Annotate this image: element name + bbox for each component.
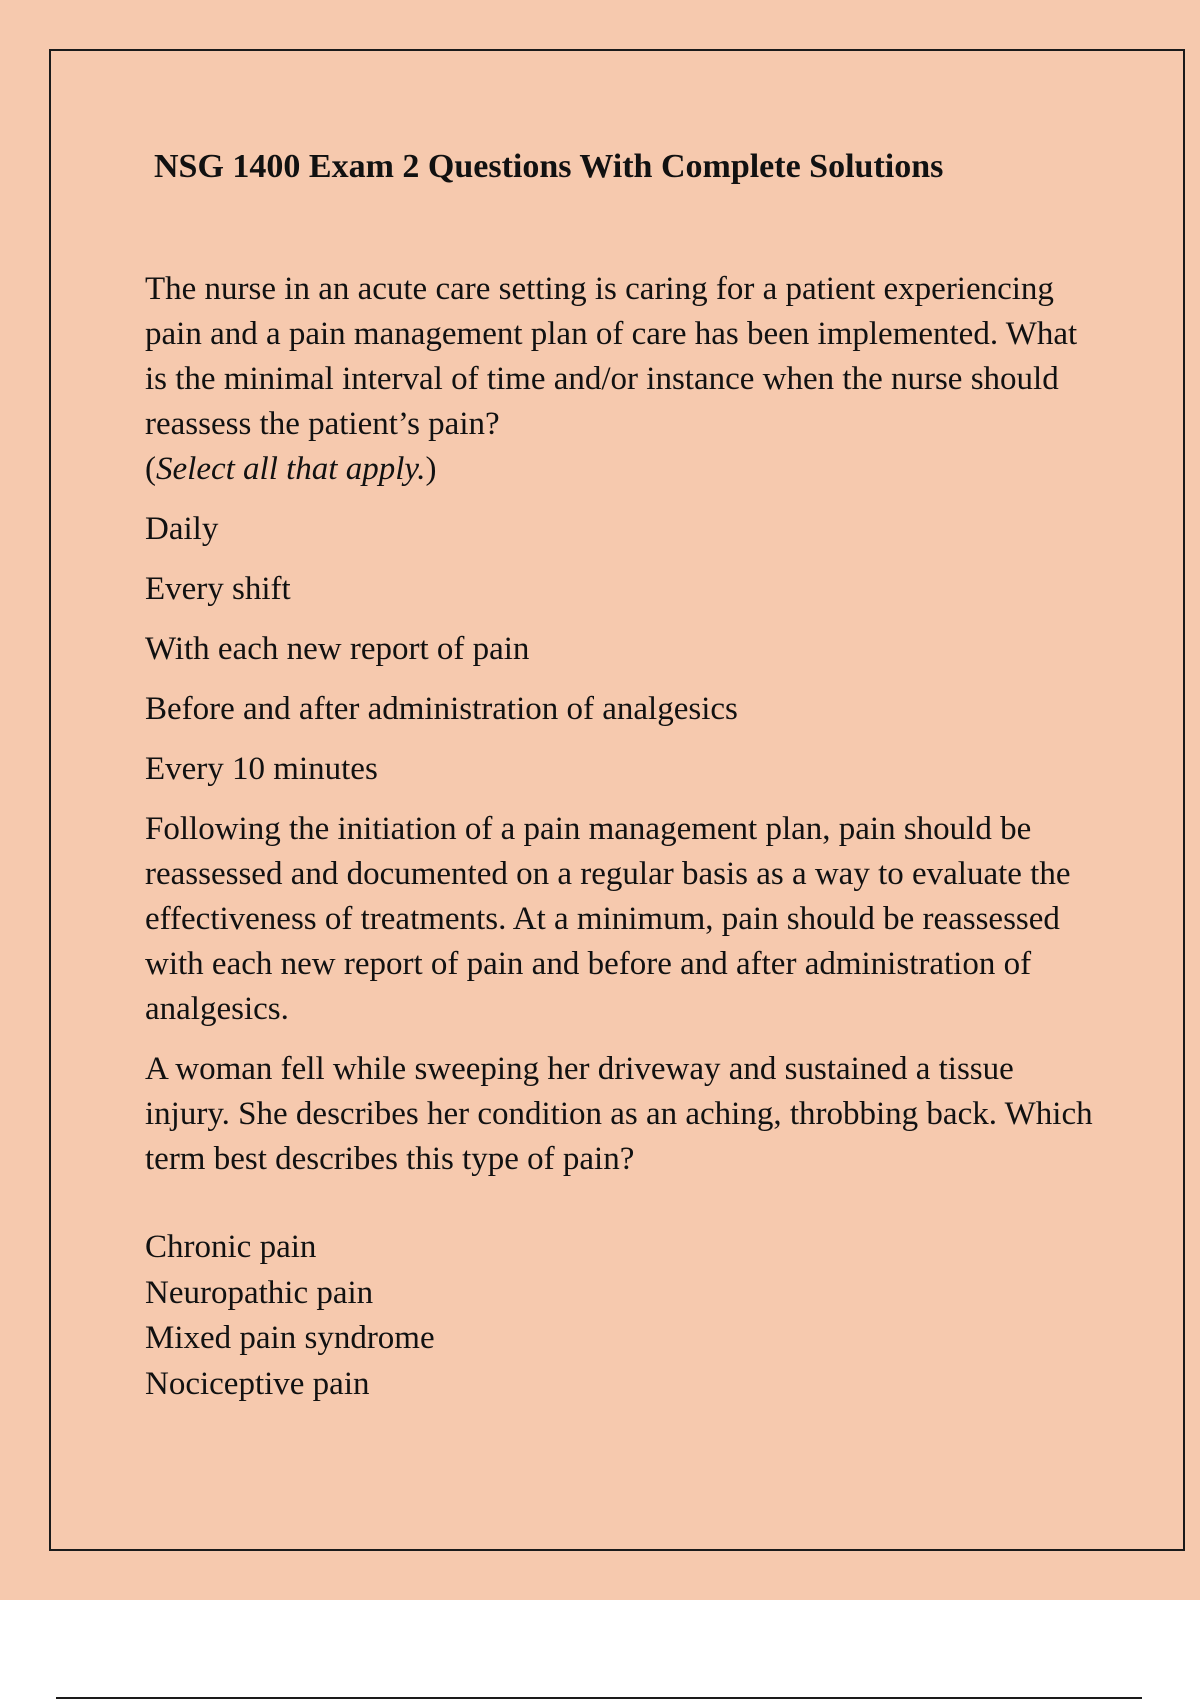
instruction-open-paren: ( bbox=[145, 451, 156, 487]
document-title: NSG 1400 Exam 2 Questions With Complete Solutions bbox=[154, 148, 944, 185]
question-2-option: Nociceptive pain bbox=[145, 1365, 370, 1402]
question-1-rationale: Following the initiation of a pain management plan, pain should be reassessed and documented on a regular basis as a way to evaluate the effectiveness of treatments. At a minimum, pain should be reassessed with each new report of pain and before and after administration of analgesics. bbox=[145, 811, 1071, 1027]
instruction-close-paren: ) bbox=[425, 451, 437, 487]
question-2-option: Neuropathic pain bbox=[145, 1274, 374, 1311]
document-body bbox=[145, 267, 1105, 1407]
question-1-option: Every shift bbox=[145, 571, 291, 607]
question-1-option: Daily bbox=[145, 511, 219, 547]
question-2-option: Mixed pain syndrome bbox=[145, 1320, 435, 1356]
question-1-text: The nurse in an acute care setting is caring for a patient experiencing pain and a pain management plan of care has been implemented. What is the minimal interval of time and/or instance when the nurse should reassess the patient’s pain? bbox=[145, 271, 1078, 442]
select-all-instruction: Select all that apply. bbox=[156, 451, 426, 487]
question-1-option: With each new report of pain bbox=[145, 631, 530, 667]
footer-divider bbox=[56, 1697, 1142, 1699]
question-2-text: A woman fell while sweeping her driveway and sustained a tissue injury. She describes her condition as an aching, throbbing back. Which term best describes this type of pain? bbox=[145, 1051, 1093, 1177]
question-2-options bbox=[145, 1225, 1105, 1407]
question-1 bbox=[145, 267, 1105, 492]
question-1-option: Before and after administration of analgesics bbox=[145, 691, 738, 727]
question-2-option: Chronic pain bbox=[145, 1229, 317, 1265]
question-1-option: Every 10 minutes bbox=[145, 751, 378, 787]
